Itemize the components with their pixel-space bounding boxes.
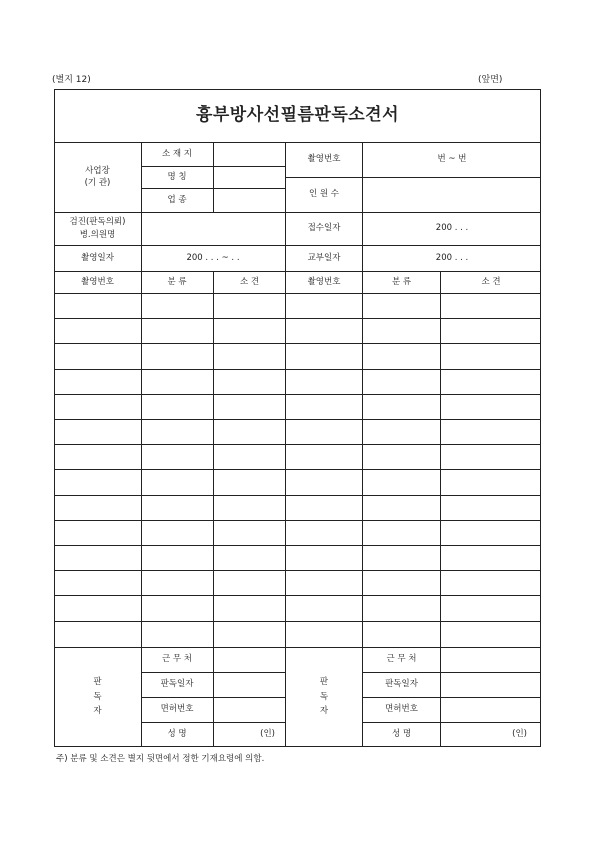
address-field[interactable] — [214, 142, 285, 166]
reader-name-label-left: 성 명 — [167, 729, 187, 740]
col-header-finding-right: 소 견 — [481, 276, 501, 287]
reader-workplace-field-left[interactable] — [214, 647, 285, 672]
clinic-label — [55, 212, 140, 245]
seal-mark-right: (인) — [512, 729, 527, 740]
headcount-label: 인 원 수 — [308, 189, 340, 200]
reader-char-3: 자 — [93, 706, 102, 717]
form-title: 흉부방사선필름판독소견서 — [195, 105, 400, 125]
table-row[interactable] — [55, 521, 540, 545]
table-row[interactable] — [55, 596, 540, 620]
col-header-shot-number-left: 촬영번호 — [81, 276, 114, 287]
table-row[interactable] — [55, 420, 540, 444]
clinic-label-line2: 병.의원명 — [79, 229, 116, 240]
col-header-shot-number-right: 촬영번호 — [307, 276, 341, 287]
shot-date-field[interactable]: 200 . . . ~ . . — [186, 252, 240, 263]
reader-workplace-label-right: 근 무 처 — [386, 654, 417, 665]
annex-number: (별지 12) — [52, 75, 91, 85]
reader-license-label-left: 면허번호 — [160, 704, 194, 715]
table-row-line — [54, 621, 541, 622]
reader-char-2-right: 독 — [319, 691, 329, 702]
headcount-field[interactable] — [363, 177, 541, 212]
reader-license-field-left[interactable] — [214, 697, 285, 722]
address-label: 소 재 지 — [161, 148, 193, 159]
table-row[interactable] — [55, 395, 540, 419]
reader-date-field-right[interactable] — [441, 672, 541, 697]
table-row[interactable] — [55, 470, 540, 494]
table-row[interactable] — [55, 294, 540, 318]
table-row[interactable] — [55, 319, 540, 343]
col-header-finding-left: 소 견 — [239, 276, 260, 287]
receipt-date-label: 접수일자 — [307, 223, 341, 234]
workplace-label: 사업장 — [85, 165, 110, 176]
footnote: 주) 분류 및 소견은 별지 뒷면에서 정한 기재요령에 의함. — [56, 754, 265, 764]
reader-group-label-right — [286, 647, 362, 747]
reader-name-field-left[interactable] — [214, 722, 285, 747]
reader-workplace-field-right[interactable] — [441, 647, 541, 672]
table-row[interactable] — [55, 370, 540, 394]
issue-date-field[interactable]: 200 . . . — [435, 252, 469, 263]
shot-number-range[interactable]: 번 ~ 번 — [437, 154, 467, 165]
table-row[interactable] — [55, 546, 540, 570]
reader-date-label-right: 판독일자 — [385, 679, 418, 690]
page-side-label: (앞면) — [478, 75, 503, 85]
table-row[interactable] — [55, 496, 540, 520]
table-row[interactable] — [55, 344, 540, 368]
industry-field[interactable] — [214, 188, 285, 212]
reader-date-field-left[interactable] — [214, 672, 285, 697]
workplace-institution-label: (기 관) — [84, 178, 111, 188]
col-header-class-right: 분 류 — [391, 276, 412, 287]
reader-date-label-left: 판독일자 — [160, 679, 194, 690]
clinic-field[interactable] — [141, 212, 285, 245]
clinic-label-line1: 검진(판독의뢰) — [69, 217, 126, 228]
industry-label: 업 종 — [167, 194, 187, 205]
issue-date-label: 교부일자 — [307, 252, 341, 263]
table-row[interactable] — [55, 445, 540, 469]
workplace-group-label — [55, 142, 140, 212]
reader-char-1: 판 — [93, 677, 102, 688]
name-label: 명 칭 — [167, 171, 187, 182]
seal-mark-left: (인) — [260, 729, 275, 740]
reader-char-3-right: 자 — [319, 706, 329, 717]
reader-workplace-label-left: 근 무 처 — [161, 654, 193, 665]
shot-number-label: 촬영번호 — [307, 154, 341, 165]
receipt-date-field[interactable]: 200 . . . — [435, 223, 469, 234]
reader-license-label-right: 면허번호 — [385, 704, 418, 715]
shot-date-label: 촬영일자 — [81, 252, 114, 263]
reader-group-label-left — [55, 647, 140, 747]
col-header-class-left: 분 류 — [167, 276, 187, 287]
table-row[interactable] — [55, 571, 540, 595]
reader-char-1-right: 판 — [319, 677, 329, 688]
name-field[interactable] — [214, 166, 285, 188]
reader-char-2: 독 — [93, 691, 102, 702]
reader-name-label-right: 성 명 — [391, 729, 412, 740]
reader-name-field-right[interactable] — [441, 722, 541, 747]
reader-license-field-right[interactable] — [441, 697, 541, 722]
